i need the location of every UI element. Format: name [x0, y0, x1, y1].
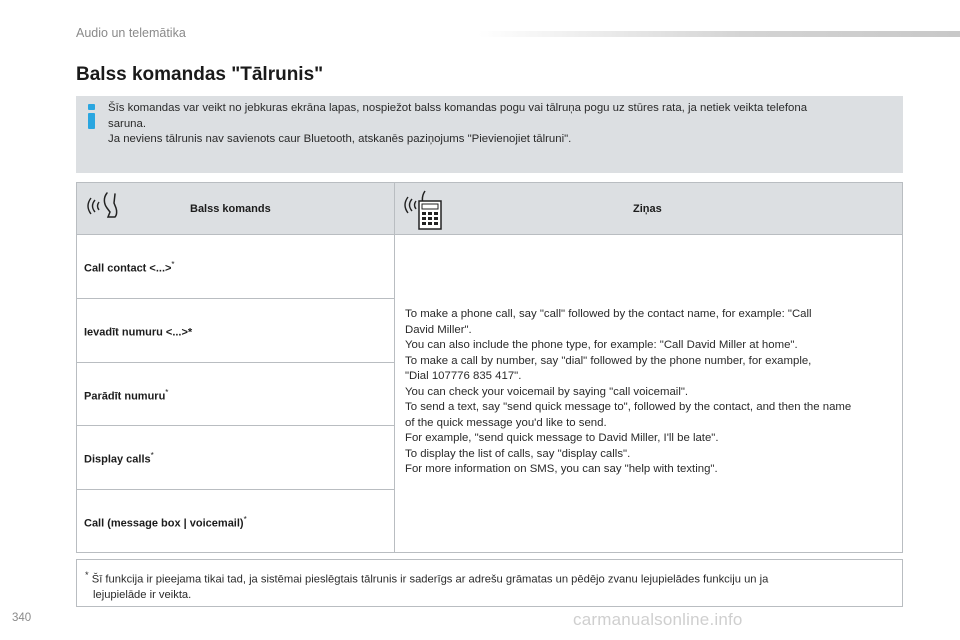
table-header-commands	[77, 183, 395, 234]
column-header: Ziņas	[633, 203, 662, 215]
table-row	[77, 298, 395, 362]
description-line: You can also include the phone type, for example: "Call David Miller at home".	[405, 339, 798, 351]
info-line: saruna.	[108, 117, 146, 130]
voice-command-table	[76, 182, 903, 553]
description-text	[405, 307, 895, 478]
command-label: Ievadīt numuru <...>*	[84, 326, 193, 339]
table-row	[77, 489, 395, 552]
description-line: of the quick message you'd like to send.	[405, 416, 607, 429]
info-icon	[86, 104, 98, 128]
description-line: To display the list of calls, say "display calls".	[405, 447, 631, 460]
footnote-box	[76, 559, 903, 607]
page-title: Balss komandas "Tālrunis"	[76, 64, 324, 85]
table-row	[77, 425, 395, 489]
table-row	[77, 234, 395, 298]
footnote-mark: *	[85, 570, 89, 580]
section-title: Audio un telemātika	[76, 26, 186, 40]
command-label: Call contact <...>*	[84, 260, 175, 275]
description-line: "Dial 107776 835 417".	[405, 370, 522, 382]
info-line: Šīs komandas var veikt no jebkuras ekrāna lapas, nospiežot balss komandas pogu vai tālruņa pogu uz stūres rata, ja netiek veikta telefona	[108, 102, 808, 114]
table-row	[77, 362, 395, 425]
voice-message-icon	[399, 187, 447, 233]
description-line: David Miller".	[405, 323, 472, 336]
info-box	[76, 96, 903, 173]
description-line: To make a phone call, say "call" followed by the contact name, for example: "Call	[405, 308, 812, 320]
column-header: Balss komands	[190, 203, 271, 215]
command-column	[77, 234, 395, 552]
description-line: To make a call by number, say "dial" followed by the phone number, for example,	[405, 354, 812, 367]
description-line: To send a text, say "send quick message to", followed by the contact, and then the name	[405, 401, 852, 413]
footnote-text	[85, 568, 885, 604]
info-line: Ja neviens tālrunis nav savienots caur Bluetooth, atskanēs paziņojums "Pievienojiet tālruni".	[108, 133, 572, 145]
description-line: For example, "send quick message to David Miller, I'll be late".	[405, 432, 719, 444]
command-label: Parādīt numuru*	[84, 388, 169, 403]
description-line: For more information on SMS, you can say "help with texting".	[405, 463, 718, 475]
page-number: 340	[12, 612, 32, 624]
header-divider	[478, 31, 960, 37]
footnote-line: lejupielāde ir veikta.	[93, 589, 192, 602]
voice-command-icon	[85, 189, 121, 223]
footnote-line: Šī funkcija ir pieejama tikai tad, ja sistēmai pieslēgtais tālrunis ir saderīgs ar adrešu grāmatas un pēdējo zvanu lejupielādes funkciju un ja	[88, 573, 769, 586]
table-header-messages	[395, 183, 902, 234]
watermark: carmanualsonline.info	[573, 610, 743, 629]
command-label: Call (message box | voicemail)*	[84, 515, 247, 530]
description-cell	[395, 234, 902, 552]
description-line: You can check your voicemail by saying "call voicemail".	[405, 385, 689, 398]
command-label: Display calls*	[84, 451, 154, 466]
info-text	[108, 101, 888, 148]
